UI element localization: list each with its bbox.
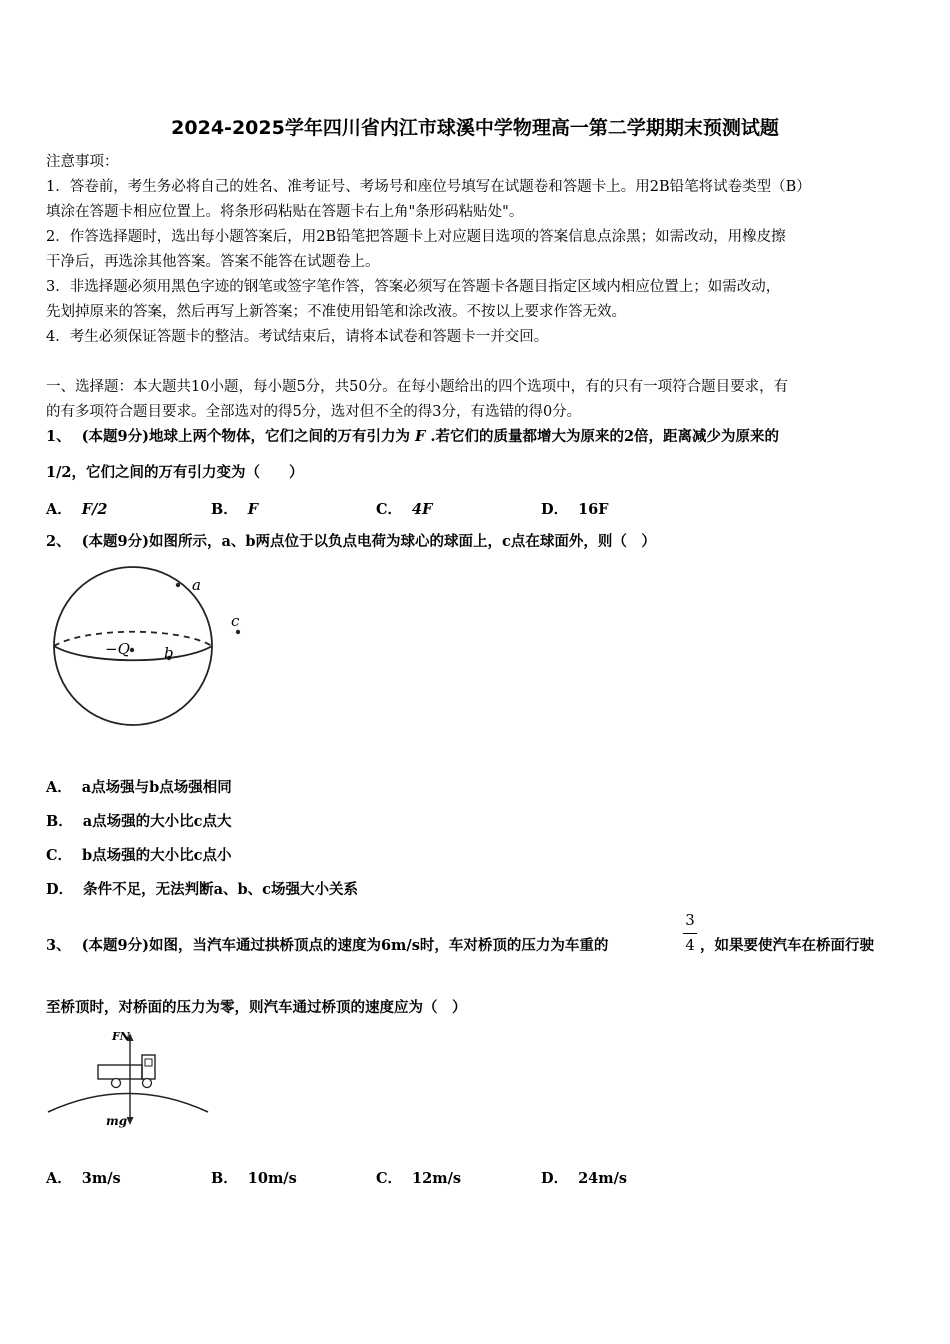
option-a[interactable] bbox=[46, 776, 232, 797]
option-label: C． bbox=[46, 847, 73, 864]
option-c[interactable] bbox=[46, 844, 232, 865]
option-a[interactable] bbox=[46, 498, 107, 519]
question-text: ，如果要使汽车在桥面行驶 bbox=[700, 937, 874, 954]
force-symbol: F bbox=[415, 428, 426, 445]
question-1-line-1 bbox=[46, 428, 779, 446]
option-value: 24m/s bbox=[578, 1170, 628, 1187]
question-number: 1、 bbox=[46, 428, 71, 445]
notice-line: 干净后，再选涂其他答案。答案不能答在试题卷上。 bbox=[46, 254, 380, 270]
question-3-line-2: 至桥顶时，对桥面的压力为零，则汽车通过桥顶的速度应为（ ） bbox=[46, 999, 467, 1016]
point-c bbox=[236, 630, 240, 634]
label-a: a bbox=[192, 576, 201, 594]
option-value: b点场强的大小比c点小 bbox=[82, 847, 232, 864]
notice-line: 先划掉原来的答案，然后再写上新答案；不准使用铅笔和涂改液。不按以上要求作答无效。 bbox=[46, 304, 626, 320]
option-label: B． bbox=[46, 813, 73, 830]
truck-window bbox=[145, 1059, 152, 1066]
question-text: (本题9分)地球上两个物体，它们之间的万有引力为 bbox=[81, 428, 410, 445]
option-a[interactable] bbox=[46, 1167, 121, 1188]
option-label: A． bbox=[46, 501, 72, 518]
question-2-line bbox=[46, 533, 656, 551]
option-b[interactable] bbox=[46, 810, 232, 831]
truck-wheel bbox=[112, 1079, 121, 1088]
question-text: .若它们的质量都增大为原来的2倍，距离减少为原来的 bbox=[430, 428, 780, 445]
question-3-line-1 bbox=[46, 937, 608, 955]
gravity-arrowhead bbox=[127, 1117, 134, 1125]
label-fn: FN bbox=[112, 1030, 130, 1043]
section-line: 一、选择题：本大题共10小题，每小题5分，共50分。在每小题给出的四个选项中，有的只有一项符合题目要求，有 bbox=[46, 379, 789, 395]
question-text: (本题9分)如图所示，a、b两点位于以负点电荷为球心的球面上，c点在球面外，则（ ） bbox=[81, 533, 656, 550]
option-value: F/2 bbox=[81, 501, 108, 518]
option-value: 16F bbox=[578, 501, 609, 518]
equator-back bbox=[54, 632, 212, 646]
bridge-figure bbox=[46, 1025, 211, 1135]
label-q: −Q bbox=[105, 640, 130, 658]
notice-heading: 注意事项： bbox=[46, 154, 119, 170]
option-c[interactable] bbox=[376, 1167, 461, 1188]
option-d[interactable] bbox=[541, 1167, 627, 1188]
option-value: a点场强与b点场强相同 bbox=[81, 779, 232, 796]
option-value: a点场强的大小比c点大 bbox=[82, 813, 232, 830]
question-number: 3、 bbox=[46, 937, 71, 954]
fraction-bar bbox=[683, 933, 697, 934]
option-b[interactable] bbox=[211, 1167, 297, 1188]
section-line: 的有多项符合题目要求。全部选对的得5分，选对但不全的得3分，有选错的得0分。 bbox=[46, 404, 582, 420]
option-d[interactable] bbox=[46, 878, 358, 899]
fraction-denominator: 4 bbox=[685, 936, 695, 954]
option-label: D． bbox=[46, 881, 74, 898]
sphere-figure bbox=[46, 560, 256, 735]
option-label: B． bbox=[211, 501, 238, 518]
option-c[interactable] bbox=[376, 498, 432, 519]
notice-line: 2．作答选择题时，选出每小题答案后，用2B铅笔把答题卡上对应题目选项的答案信息点涂黑；如需改动，用橡皮擦 bbox=[46, 229, 786, 245]
option-label: A． bbox=[46, 1170, 72, 1187]
option-label: C． bbox=[376, 501, 403, 518]
option-value: 条件不足，无法判断a、b、c场强大小关系 bbox=[83, 881, 358, 898]
option-value: 3m/s bbox=[81, 1170, 121, 1187]
notice-line: 1．答卷前，考生务必将自己的姓名、准考证号、考场号和座位号填写在试题卷和答题卡上。用2B铅笔将试卷类型（B） bbox=[46, 179, 811, 195]
option-label: D． bbox=[541, 501, 569, 518]
label-b: b bbox=[164, 644, 174, 662]
point-a bbox=[176, 583, 180, 587]
question-number: 2、 bbox=[46, 533, 71, 550]
option-value: 12m/s bbox=[412, 1170, 462, 1187]
option-value: 10m/s bbox=[247, 1170, 297, 1187]
truck-wheel bbox=[143, 1079, 152, 1088]
fraction-numerator: 3 bbox=[685, 911, 695, 929]
notice-line: 4．考生必须保证答题卡的整洁。考试结束后，请将本试卷和答题卡一并交回。 bbox=[46, 329, 549, 345]
option-label: D． bbox=[541, 1170, 569, 1187]
label-mg: mg bbox=[106, 1114, 128, 1128]
notice-line: 填涂在答题卡相应位置上。将条形码粘贴在答题卡右上角"条形码粘贴处"。 bbox=[46, 204, 524, 220]
label-c: c bbox=[231, 612, 240, 630]
page-title: 2024-2025学年四川省内江市球溪中学物理高一第二学期期末预测试题 bbox=[171, 117, 779, 139]
option-label: B． bbox=[211, 1170, 238, 1187]
option-d[interactable] bbox=[541, 498, 609, 519]
point-charge bbox=[130, 648, 134, 652]
option-b[interactable] bbox=[211, 498, 258, 519]
question-text: (本题9分)如图，当汽车通过拱桥顶点的速度为6m/s时，车对桥顶的压力为车重的 bbox=[81, 937, 609, 954]
bridge-arc bbox=[48, 1094, 208, 1113]
notice-line: 3．非选择题必须用黑色字迹的钢笔或签字笔作答，答案必须写在答题卡各题目指定区域内相应位置上；如需改动， bbox=[46, 279, 781, 295]
option-value: F bbox=[247, 501, 259, 518]
option-label: A． bbox=[46, 779, 72, 796]
question-1-line-2: 1/2，它们之间的万有引力变为（ ） bbox=[46, 464, 304, 481]
truck-body bbox=[98, 1065, 142, 1079]
sphere-outline bbox=[54, 567, 212, 725]
option-label: C． bbox=[376, 1170, 403, 1187]
option-value: 4F bbox=[412, 501, 433, 518]
